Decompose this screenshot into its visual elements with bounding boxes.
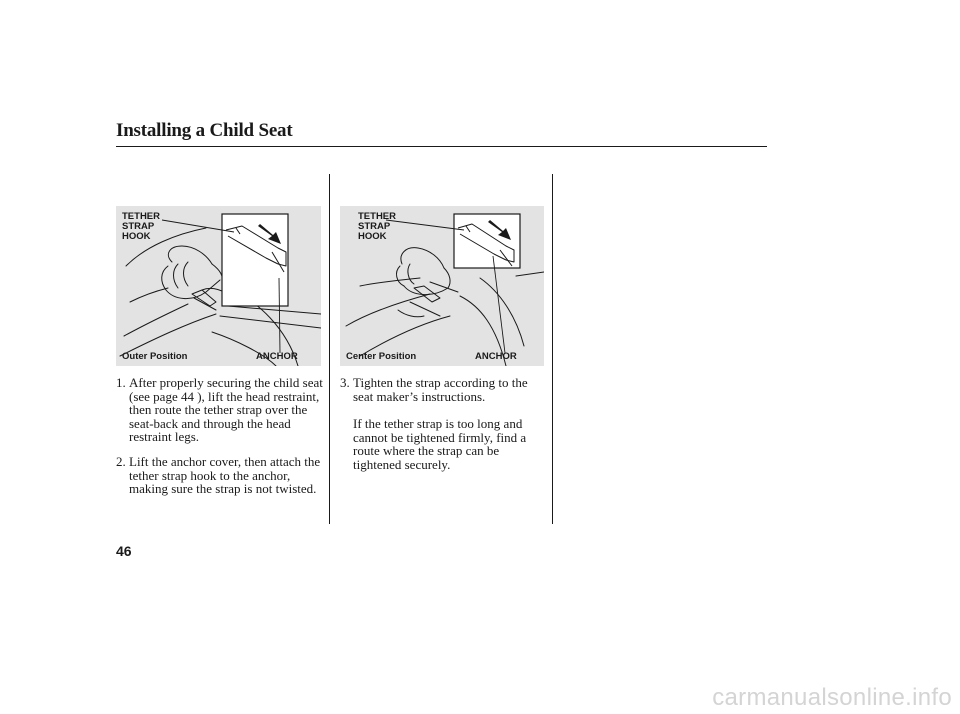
caption-anchor-center: ANCHOR bbox=[475, 351, 517, 362]
tether-length-note: If the tether strap is too long and cannot be tightened firmly, find a route where the strap can be tightened securely. bbox=[353, 416, 527, 472]
step-2 bbox=[116, 455, 324, 511]
watermark: carmanualsonline.info bbox=[712, 684, 952, 711]
step-text: Lift the anchor cover, then attach the tether strap hook to the anchor, making sure the strap is not twisted. bbox=[129, 454, 321, 497]
column-divider-left bbox=[329, 174, 330, 524]
figure-center-position bbox=[340, 206, 544, 366]
caption-outer-position: Outer Position bbox=[122, 351, 188, 362]
step-text: After properly securing the child seat (see page 44 ), lift the head restraint, then route the tether strap over the seat-back and through the head restraint legs. bbox=[129, 375, 323, 445]
step-number: 2. bbox=[116, 454, 126, 469]
callout-tether-strap-hook-center: TETHER STRAP HOOK bbox=[358, 211, 396, 242]
step-number: 1. bbox=[116, 375, 126, 390]
step-1 bbox=[116, 376, 324, 446]
caption-anchor: ANCHOR bbox=[256, 351, 298, 362]
caption-center-position: Center Position bbox=[346, 351, 417, 362]
step-number: 3. bbox=[340, 375, 350, 390]
step-text: Tighten the strap according to the seat maker’s instructions. bbox=[353, 375, 528, 404]
figure-outer-position bbox=[116, 206, 321, 366]
title-rule bbox=[116, 146, 767, 147]
callout-tether-strap-hook: TETHER STRAP HOOK bbox=[122, 211, 160, 242]
page-title: Installing a Child Seat bbox=[116, 120, 293, 141]
step-3 bbox=[340, 376, 550, 406]
page-number: 46 bbox=[116, 543, 132, 559]
column-divider-right bbox=[552, 174, 553, 524]
